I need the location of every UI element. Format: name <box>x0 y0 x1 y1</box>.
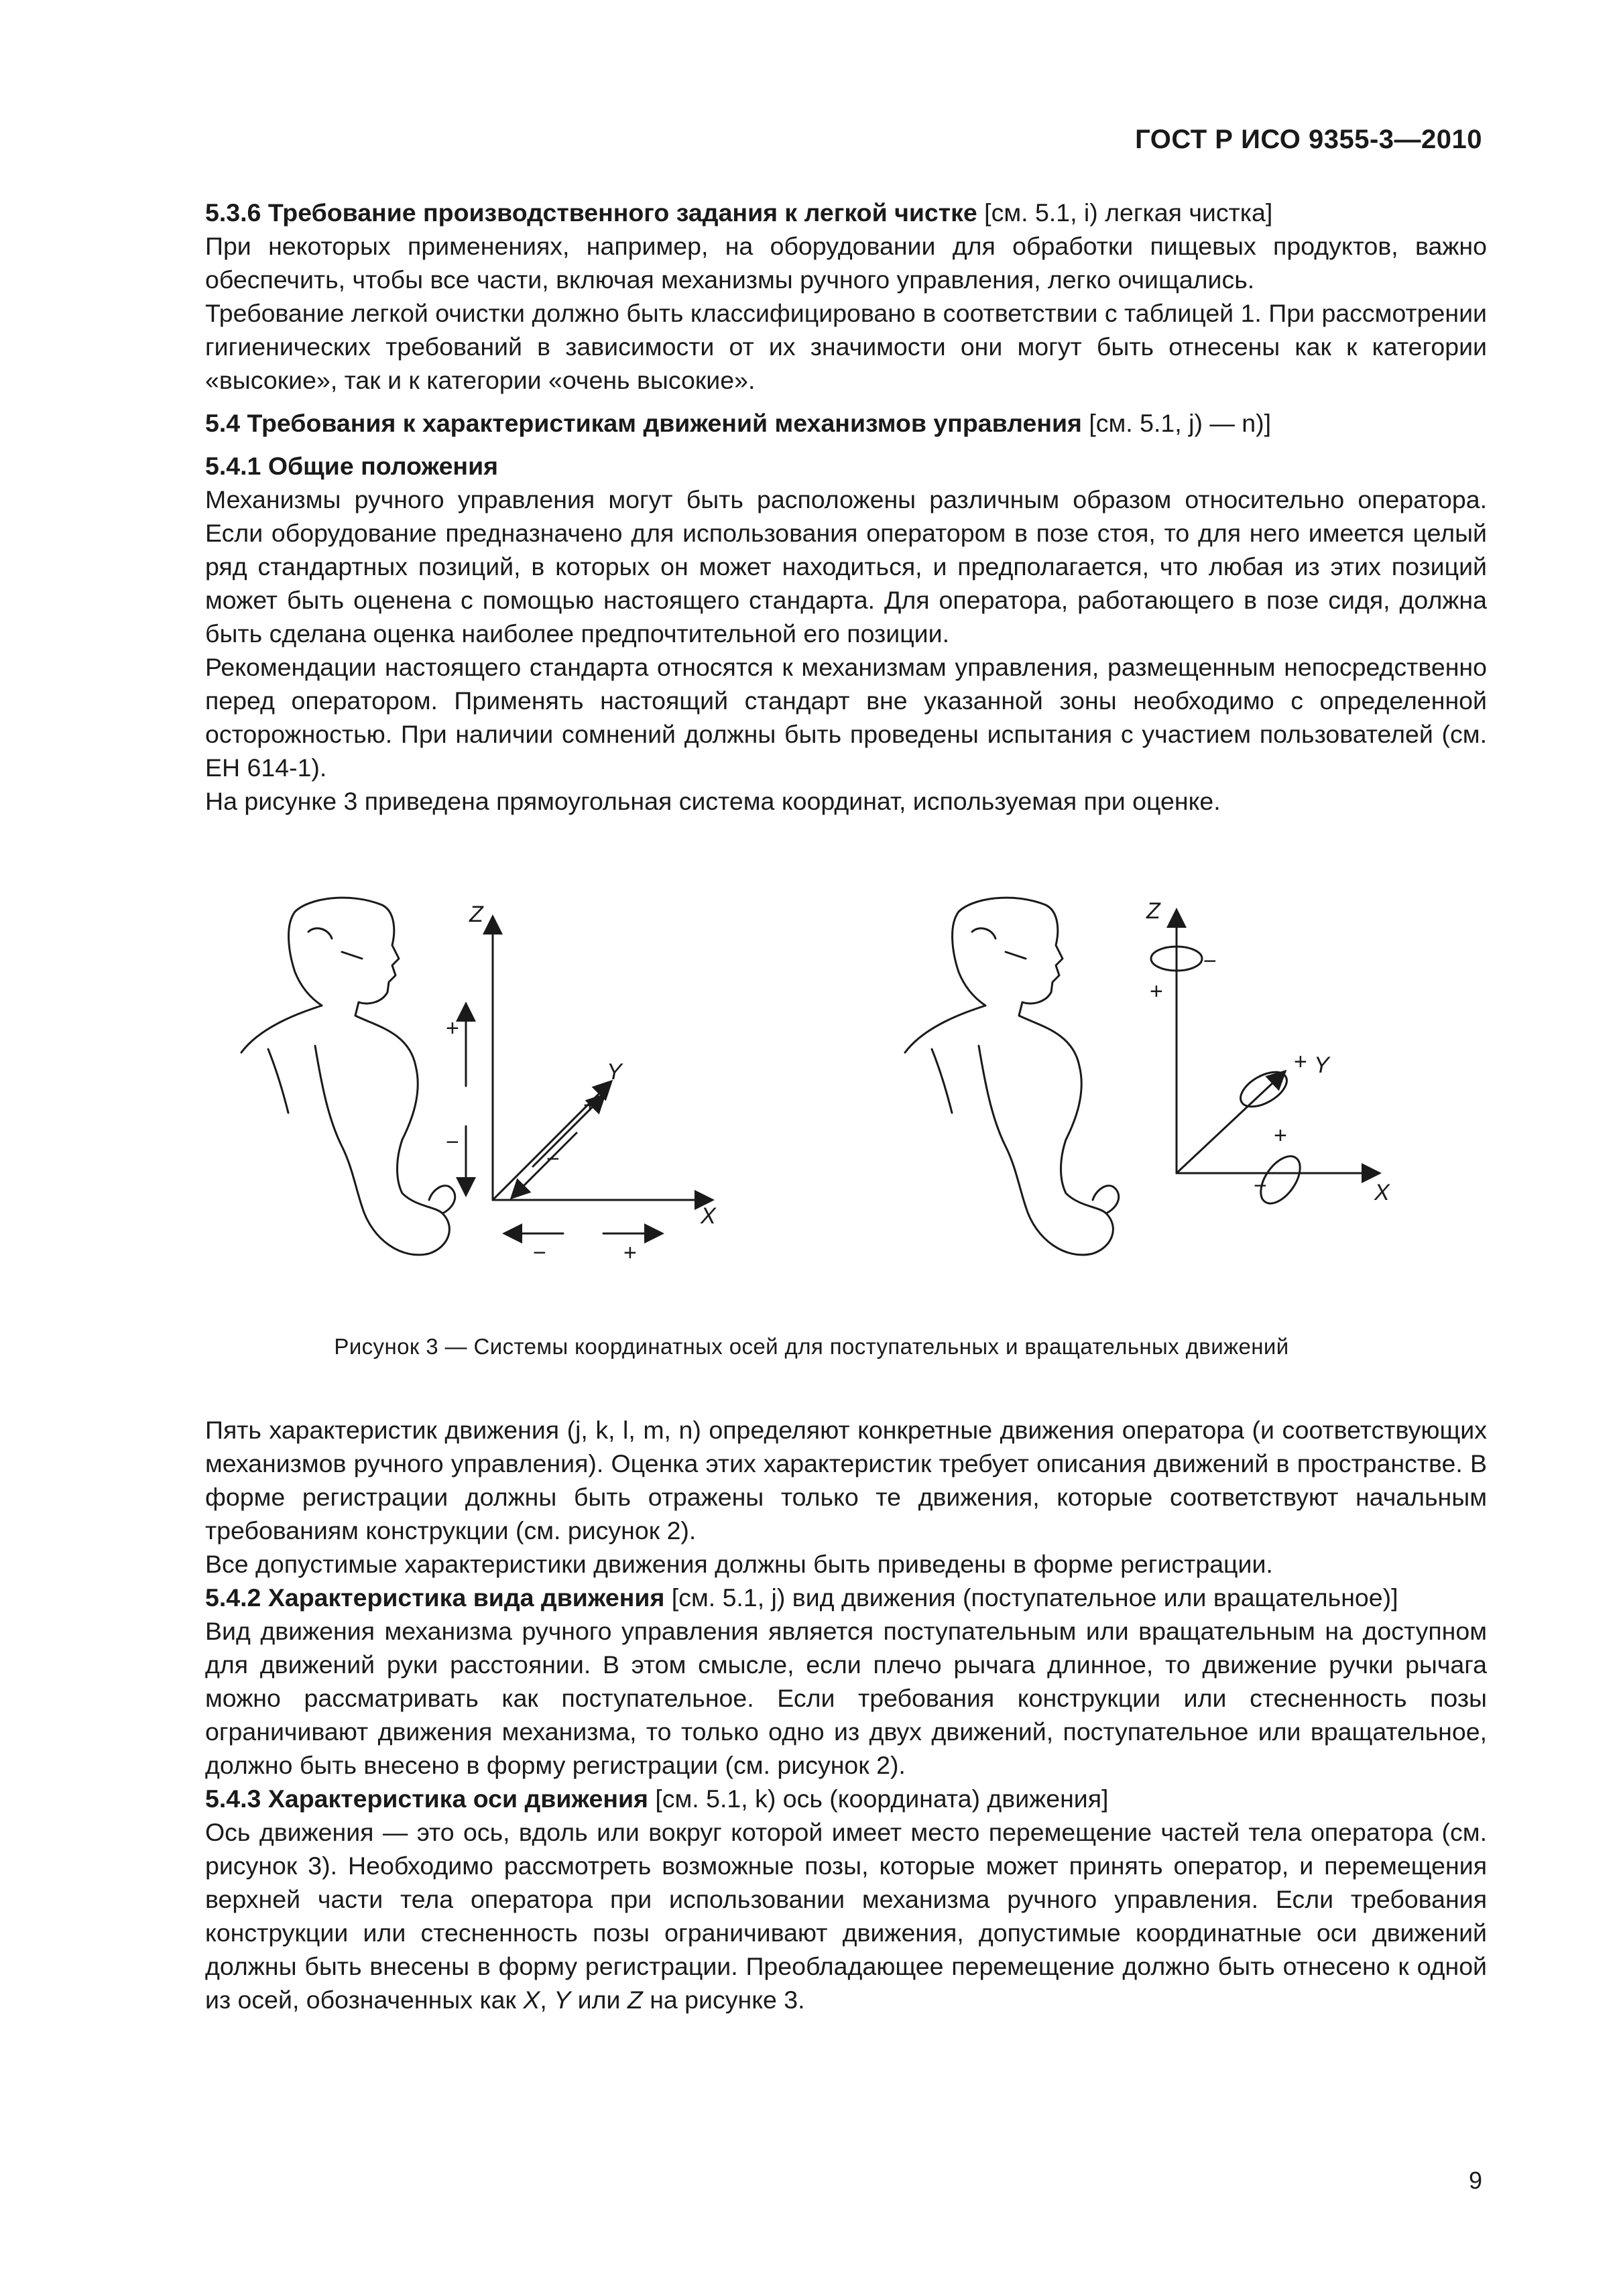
paragraph: Вид движения механизма ручного управления является поступательным или вращательным на доступном для движений руки расстоянии. В этом смысле, если плечо рычага длинное, то движение ручки рычага можно рассматривать как поступательное. Если требования конструкции или стесненность позы ограничивают движения механизма, то только одно из двух движений, поступательное или вращательное, должно быть внесено в форму регистрации (см. рисунок 2). <box>205 1617 1487 1779</box>
axes-right <box>1151 912 1378 1210</box>
plus-sign: + <box>1294 1049 1307 1075</box>
figure-caption: Рисунок 3 — Системы координатных осей для поступательных и вращательных движений <box>334 1334 1289 1359</box>
plus-sign: + <box>583 1093 597 1118</box>
paragraph: Все допустимые характеристики движения должны быть приведены в форме регистрации. <box>205 1550 1273 1578</box>
page-number: 9 <box>1468 2167 1482 2194</box>
paragraph: На рисунке 3 приведена прямоугольная система координат, используемая при оценке. <box>205 787 1221 815</box>
minus-sign: − <box>1254 1173 1267 1199</box>
section-title: 5.3.6 Требование производственного задания к легкой чистке <box>205 198 977 227</box>
plus-sign: + <box>1274 1123 1287 1148</box>
paragraph: Требование легкой очистки должно быть классифицировано в соответствии с таблицей 1. При рассмотрении гигиенических требований в зависимости от их значимости они могут быть отнесены как к категории «высокие», так и к категории «очень высокие». <box>205 299 1487 394</box>
axis-label-x: X <box>1374 1180 1390 1205</box>
axis-label-z: Z <box>1146 898 1160 924</box>
paragraph <box>205 1815 1487 2016</box>
minus-sign: − <box>546 1146 560 1172</box>
axis-symbol-x: X <box>523 1986 540 2014</box>
paragraph-text: Ось движения — это ось, вдоль или вокруг которой имеет место перемещение частей тела оператора (см. рисунок 3). Необходимо рассмотреть возможные позы, которые может принять оператор, и перемещения верхней части тела оператора при использовании механизма ручного управления. Если требования конструкции или стесненность позы ограничивают движения, допустимые координатные оси движений должны быть внесены в форму регистрации. Преобладающее перемещение должно быть отнесено к одной из осей, обозначенных как <box>205 1818 1487 2014</box>
section-title: 5.4.2 Характеристика вида движения <box>205 1583 665 1612</box>
section-reference: [см. 5.1, k) ось (координата) движения] <box>648 1785 1109 1813</box>
axis-label-z: Z <box>469 902 483 927</box>
minus-sign: − <box>533 1240 546 1266</box>
figure-3 <box>228 892 1461 1307</box>
section-reference: [см. 5.1, j) — n)] <box>1081 409 1272 437</box>
plus-sign: + <box>623 1240 637 1266</box>
plus-sign: + <box>446 1016 459 1041</box>
minus-sign: − <box>446 1130 459 1155</box>
section-5-4-1-heading: 5.4.1 Общие положения <box>205 452 499 480</box>
paragraph: Рекомендации настоящего стандарта относятся к механизмам управления, размещенным непосредственно перед оператором. Применять настоящий стандарт вне указанной зоны необходимо с определенной осторожностью. При наличии сомнений должны быть проведены испытания с участием пользователей (см. ЕН 614-1). <box>205 653 1487 782</box>
document-code-header: ГОСТ Р ИСО 9355-3—2010 <box>1135 125 1482 154</box>
axis-symbol-y: Y <box>554 1986 571 2014</box>
minus-sign: − <box>1203 949 1217 974</box>
axis-label-y: Y <box>1314 1052 1329 1078</box>
upper-text-block <box>205 196 1487 818</box>
axis-label-y: Y <box>607 1059 622 1085</box>
lower-text-block <box>205 1413 1487 2016</box>
paragraph: Механизмы ручного управления могут быть расположены различным образом относительно оператора. Если оборудование предназначено для использования оператором в позе стоя, то для него имеется целый ряд стандартных позиций, в которых он может находиться, и предполагается, что любая из этих позиций может быть оценена с помощью настоящего стандарта. Для оператора, работающего в позе сидя, должна быть сделана оценка наиболее предпочтительной его позиции. <box>205 485 1487 648</box>
section-title: 5.4 Требования к характеристикам движений механизмов управления <box>205 409 1082 437</box>
section-title: 5.4.3 Характеристика оси движения <box>205 1785 648 1813</box>
section-5-3-6-heading <box>205 196 1487 229</box>
separator: , <box>540 1986 554 2014</box>
paragraph-end: на рисунке 3. <box>642 1986 805 2014</box>
axis-label-x: X <box>701 1203 716 1229</box>
section-5-4-2-heading <box>205 1581 1487 1614</box>
coordinate-axes-illustration <box>228 892 1461 1307</box>
paragraph: При некоторых применениях, например, на оборудовании для обработки пищевых продуктов, важно обеспечить, чтобы все части, включая механизмы ручного управления, легко очищались. <box>205 232 1487 294</box>
axes-left <box>466 918 711 1233</box>
section-5-4-3-heading <box>205 1782 1487 1815</box>
section-reference: [см. 5.1, j) вид движения (поступательное или вращательное)] <box>664 1583 1398 1612</box>
paragraph: Пять характеристик движения (j, k, l, m, n) определяют конкретные движения оператора (и соответствующих механизмов ручного управления). Оценка этих характеристик требует описания движений в пространстве. В форме регистрации должны быть отражены только те движения, которые соответствуют начальным требованиям конструкции (см. рисунок 2). <box>205 1416 1487 1545</box>
operator-figure-left <box>241 898 455 1255</box>
plus-sign: + <box>1150 979 1163 1004</box>
section-5-4-heading <box>205 406 1487 440</box>
section-reference: [см. 5.1, i) легкая чистка] <box>977 198 1273 227</box>
axis-symbol-z: Z <box>627 1986 643 2014</box>
separator: или <box>570 1986 627 2014</box>
operator-figure-right <box>905 898 1119 1255</box>
